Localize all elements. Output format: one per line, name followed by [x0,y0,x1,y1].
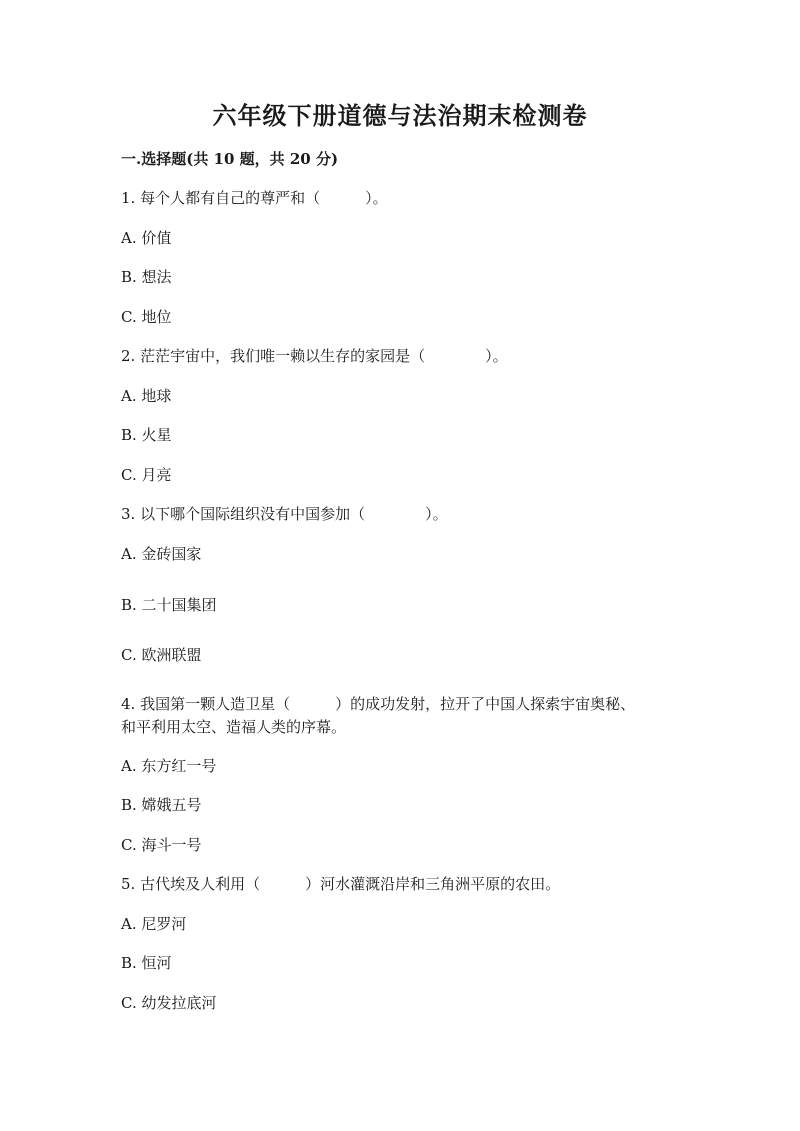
question-1-option-a: A. 价值 [121,229,172,247]
question-4-option-a: A. 东方红一号 [121,757,217,775]
question-5-option-c: C. 幼发拉底河 [121,994,217,1012]
question-4-stem-line-1: 4. 我国第一颗人造卫星（ ）的成功发射，拉开了中国人探索宇宙奥秘、 [121,695,636,713]
page-title: 六年级下册道德与法治期末检测卷 [212,101,588,130]
question-4-option-b: B. 嫦娥五号 [121,796,202,814]
question-4-stem-line-2: 和平利用太空、造福人类的序幕。 [121,718,347,736]
question-1-option-c: C. 地位 [121,308,172,326]
question-5-stem: 5. 古代埃及人利用（ ）河水灌溉沿岸和三角洲平原的农田。 [121,875,561,893]
question-2-option-b: B. 火星 [121,426,172,444]
question-2-stem: 2. 茫茫宇宙中，我们唯一赖以生存的家园是（ ）。 [121,347,508,365]
question-5-option-a: A. 尼罗河 [121,915,187,933]
question-1-option-b: B. 想法 [121,268,172,286]
question-2-option-c: C. 月亮 [121,466,172,484]
question-1-stem: 1. 每个人都有自己的尊严和（ ）。 [121,189,388,207]
section-heading: 一.选择题(共 10 题，共 20 分) [121,150,339,168]
question-3-option-a: A. 金砖国家 [121,545,202,563]
question-3-option-b: B. 二十国集团 [121,596,217,614]
question-2-option-a: A. 地球 [121,387,172,405]
question-5-option-b: B. 恒河 [121,954,172,972]
question-3-option-c: C. 欧洲联盟 [121,646,202,664]
question-4-option-c: C. 海斗一号 [121,836,202,854]
question-3-stem: 3. 以下哪个国际组织没有中国参加（ ）。 [121,505,448,523]
